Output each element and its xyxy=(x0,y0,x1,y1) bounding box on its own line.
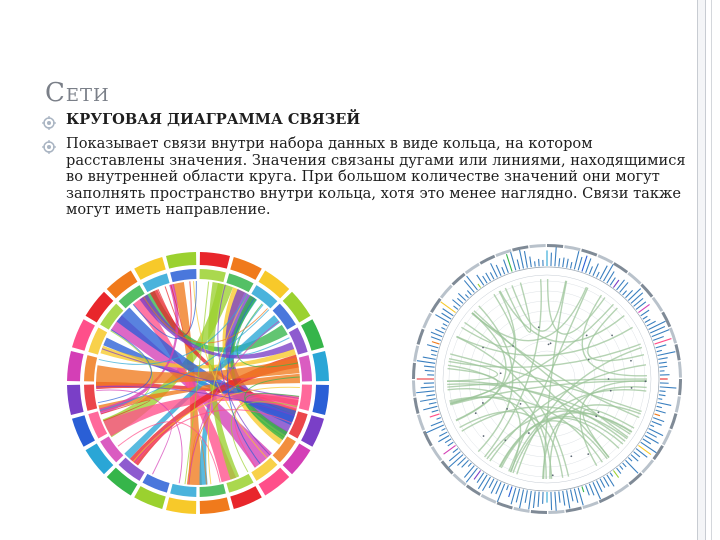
network-histogram-bar xyxy=(563,258,564,268)
network-histogram-bar xyxy=(656,410,666,413)
chord-outer-ring-segment xyxy=(67,385,84,415)
network-histogram-bar xyxy=(483,276,487,283)
network-histogram-bar xyxy=(610,278,615,286)
network-histogram-bar xyxy=(420,399,436,402)
network-node-dot xyxy=(586,334,588,336)
chord-outer-ring-segment xyxy=(166,497,196,514)
chord-inner-ring-segment xyxy=(84,385,97,411)
network-histogram-bar xyxy=(600,479,605,488)
network-chromosome-band xyxy=(613,262,628,273)
chord-diagram-image xyxy=(63,248,333,518)
chord-outer-ring-segment xyxy=(200,252,230,269)
network-chromosome-band xyxy=(423,431,433,447)
network-histogram-bar xyxy=(502,267,505,274)
network-histogram-bar xyxy=(423,357,436,359)
network-chromosome-band xyxy=(452,473,466,486)
network-node-dot xyxy=(550,342,552,344)
network-chromosome-band xyxy=(564,245,580,251)
network-histogram-bar xyxy=(631,455,638,462)
network-histogram-bar xyxy=(511,488,516,505)
network-histogram-bar xyxy=(516,489,519,503)
bullet-description-text: Показывает связи внутри набора данных в виде кольца, на котором расставлены значения. Значения связаны дугами или линиями, находящимися во внутренней области круга. При большом количестве значений они могут заполнять пространство внутри кольца, хотя это менее наглядно. Связи также могут иметь направление. xyxy=(66,135,686,218)
network-histogram-bar xyxy=(507,485,509,490)
network-chromosome-band xyxy=(466,485,481,496)
network-histogram-bar xyxy=(628,289,640,301)
fleuron-bullet-icon xyxy=(42,112,66,134)
network-circos-image xyxy=(406,238,688,520)
network-node-dot xyxy=(570,455,572,457)
network-histogram-bar xyxy=(659,395,666,396)
network-histogram-bar xyxy=(659,362,667,363)
network-histogram-bar xyxy=(634,452,640,457)
network-histogram-bar xyxy=(570,262,571,268)
network-chromosome-band xyxy=(422,313,432,329)
network-histogram-bar xyxy=(496,265,501,276)
network-histogram-bar xyxy=(641,310,649,316)
network-chromosome-band xyxy=(430,298,441,313)
chord-outer-ring-segment xyxy=(312,385,329,415)
chord-inner-ring-segment xyxy=(299,355,312,381)
network-histogram-bar xyxy=(658,352,676,356)
network-node-dot xyxy=(595,415,597,417)
network-histogram-bar xyxy=(610,473,613,477)
network-chromosome-band xyxy=(661,312,671,328)
network-histogram-bar xyxy=(432,410,439,412)
network-node-dot xyxy=(587,453,589,455)
network-histogram-bar xyxy=(443,324,447,326)
network-node-dot xyxy=(482,402,484,404)
chord-outer-ring-segment xyxy=(312,351,329,381)
network-histogram-bar xyxy=(538,492,539,507)
network-chromosome-band xyxy=(497,501,513,509)
network-histogram-bar xyxy=(586,258,591,272)
network-histogram-bar xyxy=(524,251,527,268)
network-histogram-bar xyxy=(496,482,501,494)
network-chromosome-band xyxy=(581,249,597,257)
network-histogram-bar xyxy=(445,439,451,443)
network-chromosome-band xyxy=(678,361,682,377)
network-histogram-bar xyxy=(530,257,531,267)
network-histogram-bar xyxy=(431,421,442,426)
chord-inner-ring-segment xyxy=(170,269,196,282)
network-histogram-bar xyxy=(641,442,657,453)
network-histogram-bar xyxy=(643,316,648,319)
network-histogram-bar xyxy=(432,342,440,344)
bullet-item-description xyxy=(42,136,687,219)
network-histogram-bar xyxy=(658,399,662,400)
network-node-dot xyxy=(645,380,647,382)
network-chromosome-band xyxy=(529,244,545,248)
network-histogram-bar xyxy=(574,489,578,503)
network-chromosome-band xyxy=(653,445,664,460)
fleuron-bullet-icon xyxy=(42,136,66,158)
network-node-dot xyxy=(512,345,514,347)
network-histogram-bar xyxy=(416,391,434,393)
network-histogram-bar xyxy=(441,328,445,330)
network-histogram-bar xyxy=(604,264,614,281)
network-node-dot xyxy=(528,432,530,434)
network-histogram-bar xyxy=(442,429,446,431)
network-histogram-bar xyxy=(574,251,579,269)
network-chromosome-band xyxy=(566,507,582,513)
network-histogram-bar xyxy=(657,406,662,407)
network-histogram-bar xyxy=(489,479,494,488)
network-node-dot xyxy=(504,439,506,441)
chord-inner-ring-segment xyxy=(170,484,196,497)
network-chromosome-band xyxy=(481,494,497,504)
network-histogram-bar xyxy=(448,455,463,468)
network-histogram-bar xyxy=(431,350,437,352)
chord-inner-ring-segment xyxy=(200,269,226,282)
network-histogram-bar xyxy=(424,366,435,367)
network-chromosome-band xyxy=(441,460,454,474)
network-histogram-bar xyxy=(457,298,463,303)
network-chromosome-band xyxy=(531,510,547,514)
network-histogram-bar xyxy=(431,337,441,341)
network-chromosome-band xyxy=(599,493,615,503)
network-histogram-bar xyxy=(439,432,447,436)
network-node-dot xyxy=(552,474,554,476)
network-histogram-bar xyxy=(647,321,656,326)
network-histogram-bar xyxy=(645,319,650,322)
network-histogram-bar xyxy=(435,315,449,323)
network-chromosome-band xyxy=(417,414,425,430)
network-link xyxy=(512,281,566,331)
network-node-dot xyxy=(520,403,522,405)
network-node-dot xyxy=(631,387,633,389)
network-histogram-bar xyxy=(656,345,667,348)
network-chromosome-band xyxy=(675,396,681,412)
network-histogram-bar xyxy=(555,492,556,511)
network-histogram-bar xyxy=(578,257,582,270)
network-histogram-bar xyxy=(582,486,584,492)
slide-title: Сети xyxy=(45,78,110,108)
network-chromosome-band xyxy=(669,327,677,343)
network-histogram-bar xyxy=(578,488,583,506)
network-histogram-bar xyxy=(453,306,457,309)
network-histogram-bar xyxy=(593,264,598,276)
network-histogram-bar xyxy=(613,280,619,288)
network-histogram-bar xyxy=(555,247,556,266)
network-chromosome-band xyxy=(582,501,598,509)
chord-inner-ring-segment xyxy=(200,484,226,497)
chord-outer-ring-segment xyxy=(67,351,84,381)
network-node-dot xyxy=(548,343,550,345)
chord-outer-ring-segment xyxy=(200,497,230,514)
network-histogram-bar xyxy=(617,468,621,474)
network-histogram-bar xyxy=(589,484,594,496)
network-histogram-bar xyxy=(525,490,527,503)
network-histogram-bar xyxy=(567,259,569,268)
network-chromosome-band xyxy=(627,272,641,285)
network-histogram-bar xyxy=(529,491,532,509)
network-histogram-bar xyxy=(563,491,565,506)
network-histogram-bar xyxy=(482,477,490,491)
network-histogram-bar xyxy=(559,258,560,266)
network-histogram-bar xyxy=(652,421,662,425)
network-histogram-bar xyxy=(467,276,478,290)
network-histogram-bar xyxy=(539,259,540,266)
network-histogram-bar xyxy=(464,466,474,478)
network-histogram-bar xyxy=(660,387,677,388)
network-node-dot xyxy=(475,412,477,414)
network-histogram-bar xyxy=(567,490,570,508)
network-link xyxy=(485,279,542,457)
network-histogram-bar xyxy=(519,490,523,509)
network-histogram-bar xyxy=(535,261,536,266)
network-histogram-bar xyxy=(430,414,440,417)
network-node-dot xyxy=(610,390,612,392)
network-histogram-bar xyxy=(453,449,458,453)
network-histogram-bar xyxy=(421,387,435,388)
network-chromosome-band xyxy=(440,284,453,298)
network-chromosome-band xyxy=(412,363,416,379)
network-histogram-bar xyxy=(520,250,524,269)
network-node-dot xyxy=(588,359,590,361)
network-histogram-bar xyxy=(638,445,651,454)
network-histogram-bar xyxy=(462,460,469,467)
network-histogram-bar xyxy=(623,463,627,467)
network-node-dot xyxy=(482,347,484,349)
network-histogram-bar xyxy=(478,284,481,288)
network-histogram-bar xyxy=(427,345,438,348)
network-histogram-bar xyxy=(426,395,435,396)
network-histogram-bar xyxy=(658,358,667,360)
network-node-dot xyxy=(598,411,600,413)
network-histogram-bar xyxy=(593,482,601,499)
slide-frame-outer xyxy=(711,0,716,540)
network-node-dot xyxy=(538,326,540,328)
network-histogram-bar xyxy=(613,470,618,477)
bullet-heading-text: КРУГОВАЯ ДИАГРАММА СВЯЗЕЙ xyxy=(66,111,361,128)
network-chromosome-band xyxy=(465,263,480,275)
bullet-list xyxy=(42,112,687,221)
network-histogram-bar xyxy=(466,468,477,482)
network-histogram-bar xyxy=(643,439,651,444)
network-histogram-bar xyxy=(444,445,456,454)
network-chromosome-band xyxy=(513,507,529,513)
network-histogram-bar xyxy=(533,491,535,508)
network-histogram-bar xyxy=(586,485,590,495)
network-histogram-bar xyxy=(431,354,436,355)
network-histogram-bar xyxy=(597,481,603,492)
network-histogram-bar xyxy=(650,425,654,427)
network-histogram-bar xyxy=(659,391,665,392)
network-chromosome-band xyxy=(641,459,654,473)
network-chromosome-band xyxy=(628,472,642,485)
bullet-item-heading xyxy=(42,112,687,134)
network-histogram-bar xyxy=(497,484,504,502)
network-chromosome-band xyxy=(495,249,511,257)
network-histogram-bar xyxy=(490,272,494,279)
chord-outer-ring-segment xyxy=(166,252,196,269)
network-histogram-bar xyxy=(620,466,623,470)
network-histogram-bar xyxy=(478,475,487,489)
network-histogram-bar xyxy=(625,460,638,473)
network-histogram-bar xyxy=(551,492,552,510)
network-histogram-bar xyxy=(659,366,667,367)
network-histogram-bar xyxy=(509,486,512,497)
network-histogram-bar xyxy=(435,329,443,333)
network-histogram-bar xyxy=(426,425,444,433)
network-node-dot xyxy=(611,334,613,336)
network-histogram-bar xyxy=(429,402,437,404)
network-histogram-bar xyxy=(423,406,437,410)
network-histogram-bar xyxy=(467,291,471,295)
network-chromosome-band xyxy=(413,398,419,414)
network-histogram-bar xyxy=(658,402,672,405)
network-histogram-bar xyxy=(468,463,471,467)
network-chromosome-band xyxy=(640,284,653,298)
network-chromosome-band xyxy=(413,345,419,361)
network-chromosome-band xyxy=(547,244,563,248)
network-chromosome-band xyxy=(598,254,614,264)
network-histogram-bar xyxy=(654,414,659,416)
network-chromosome-band xyxy=(652,297,664,312)
network-histogram-bar xyxy=(570,490,572,502)
network-histogram-bar xyxy=(441,302,456,313)
network-histogram-bar xyxy=(517,260,519,270)
network-histogram-bar xyxy=(628,457,632,461)
network-node-dot xyxy=(500,372,502,374)
network-histogram-bar xyxy=(647,432,657,437)
network-histogram-bar xyxy=(431,332,442,337)
network-node-dot xyxy=(608,378,610,380)
network-chromosome-band xyxy=(417,329,425,345)
network-histogram-bar xyxy=(649,321,666,329)
network-chromosome-band xyxy=(480,255,496,265)
network-chromosome-band xyxy=(678,379,682,395)
slide-frame-inner xyxy=(697,0,706,540)
network-histogram-bar xyxy=(653,418,664,422)
network-node-dot xyxy=(506,408,508,410)
network-histogram-bar xyxy=(449,452,460,461)
network-chromosome-band xyxy=(431,446,443,461)
network-chromosome-band xyxy=(614,484,629,496)
network-histogram-bar xyxy=(653,337,664,341)
network-chromosome-band xyxy=(669,413,677,429)
network-node-dot xyxy=(483,435,485,437)
network-histogram-bar xyxy=(623,291,627,295)
chord-inner-ring-segment xyxy=(84,355,97,381)
network-histogram-bar xyxy=(582,256,587,272)
network-histogram-bar xyxy=(465,294,468,297)
network-chromosome-band xyxy=(412,380,416,396)
network-histogram-bar xyxy=(636,449,647,458)
network-histogram-bar xyxy=(589,266,592,274)
chord-inner-ring-segment xyxy=(299,385,312,411)
network-histogram-bar xyxy=(559,491,560,502)
network-histogram-bar xyxy=(437,418,441,420)
network-histogram-bar xyxy=(597,272,600,277)
network-histogram-bar xyxy=(631,293,643,304)
network-histogram-bar xyxy=(425,370,434,371)
network-histogram-bar xyxy=(448,442,454,446)
network-node-dot xyxy=(630,360,632,362)
network-histogram-bar xyxy=(417,361,435,364)
network-chromosome-band xyxy=(452,273,466,286)
network-histogram-bar xyxy=(604,477,610,487)
network-histogram-bar xyxy=(657,350,662,351)
network-histogram-bar xyxy=(486,273,491,281)
network-histogram-bar xyxy=(464,280,474,292)
network-histogram-bar xyxy=(504,260,509,273)
network-chromosome-band xyxy=(662,430,672,446)
